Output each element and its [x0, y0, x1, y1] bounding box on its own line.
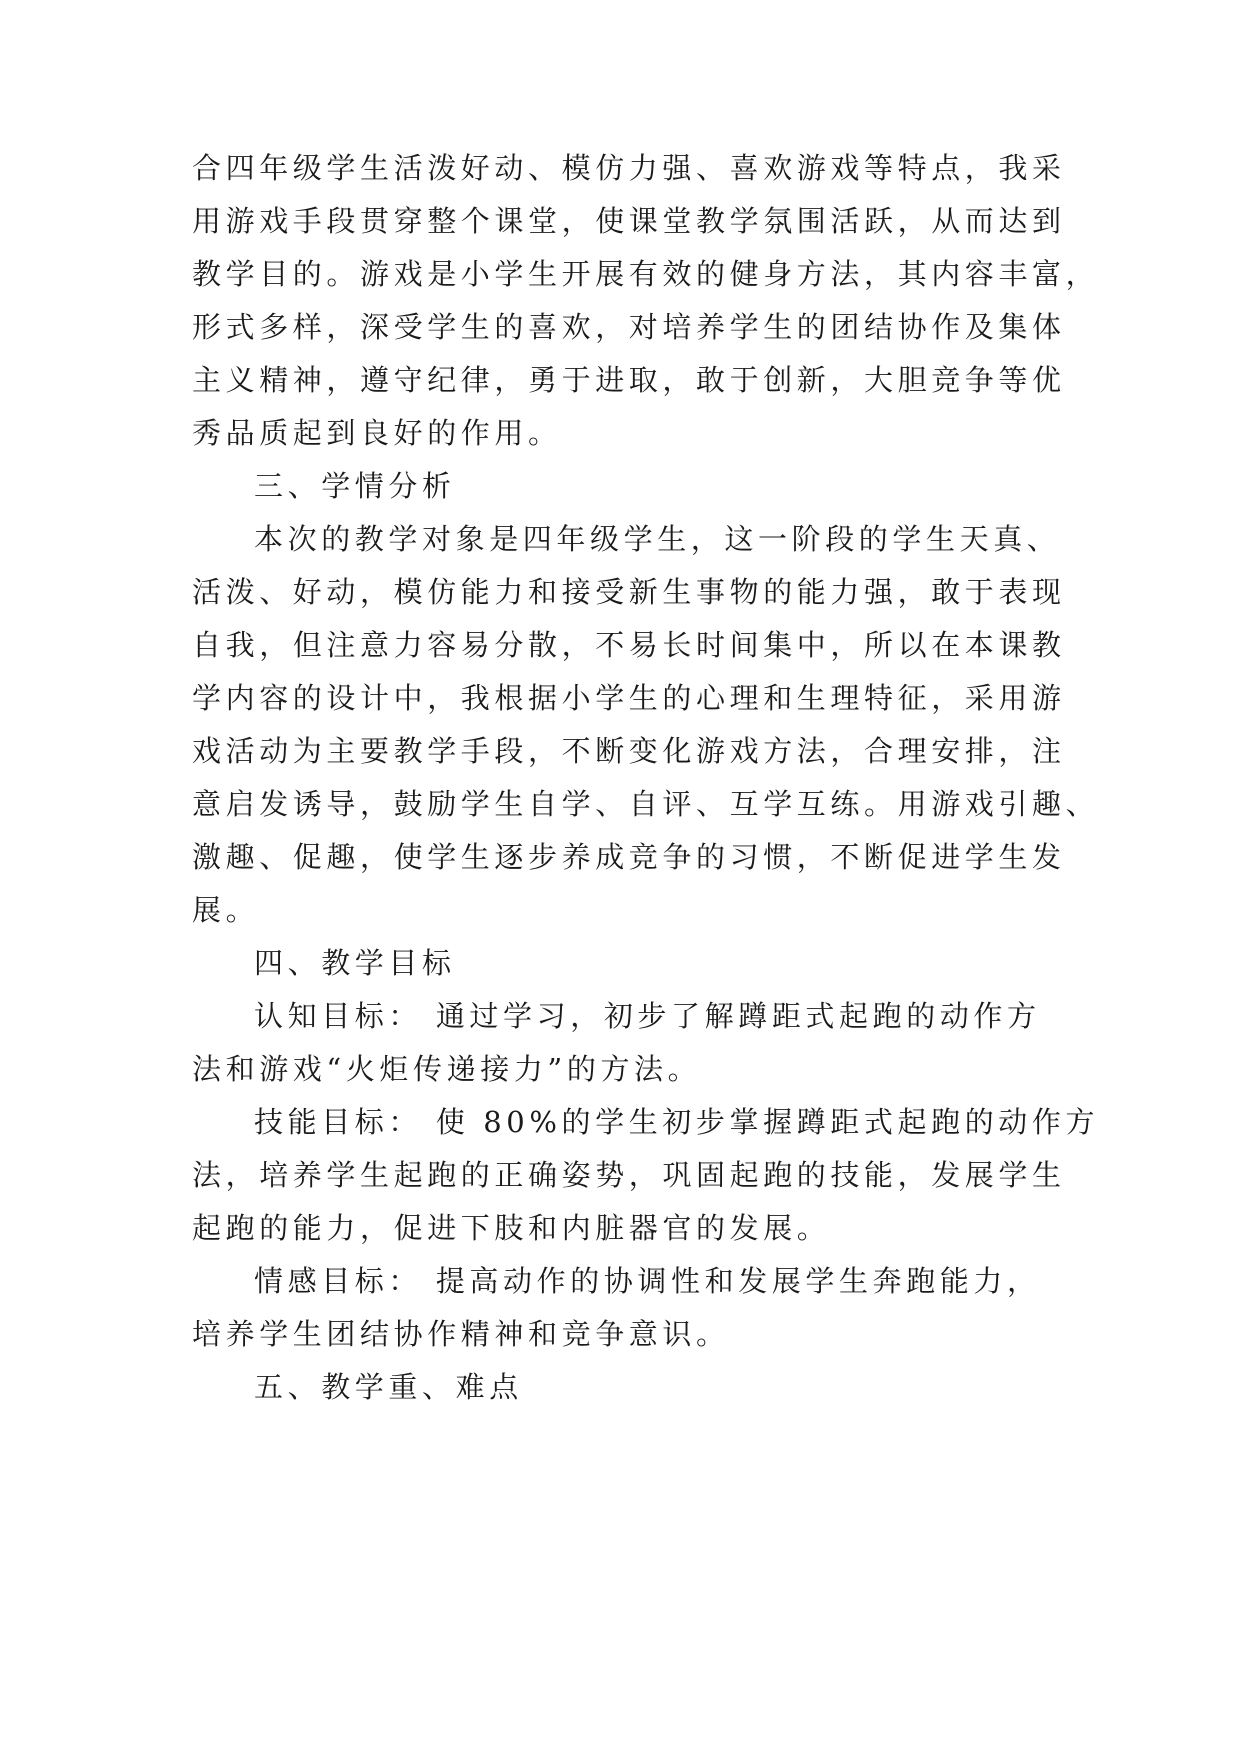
paragraph-line: 合四年级学生活泼好动、模仿力强、喜欢游戏等特点，我采 — [192, 151, 1066, 185]
section-heading: 三、学情分析 — [254, 469, 456, 503]
paragraph-line: 主义精神，遵守纪律，勇于进取，敢于创新，大胆竞争等优 — [192, 363, 1066, 397]
paragraph-line: 戏活动为主要教学手段，不断变化游戏方法，合理安排，注 — [192, 734, 1066, 768]
paragraph-line: 形式多样，深受学生的喜欢，对培养学生的团结协作及集体 — [192, 310, 1066, 344]
section-heading: 四、教学目标 — [254, 946, 456, 980]
paragraph-line: 展。 — [192, 893, 260, 927]
section-heading: 五、教学重、难点 — [254, 1370, 523, 1404]
paragraph-line: 活泼、好动，模仿能力和接受新生事物的能力强，敢于表现 — [192, 575, 1066, 609]
paragraph-line: 法，培养学生起跑的正确姿势，巩固起跑的技能，发展学生 — [192, 1158, 1066, 1192]
paragraph-line: 培养学生团结协作精神和竞争意识。 — [192, 1317, 730, 1351]
paragraph-line: 教学目的。游戏是小学生开展有效的健身方法，其内容丰富， — [192, 257, 1100, 291]
paragraph-line: 自我，但注意力容易分散，不易长时间集中，所以在本课教 — [192, 628, 1066, 662]
paragraph-line: 意启发诱导，鼓励学生自学、自评、互学互练。用游戏引趣、 — [192, 787, 1100, 821]
paragraph-line: 本次的教学对象是四年级学生，这一阶段的学生天真、 — [254, 522, 1061, 556]
paragraph-line: 秀品质起到良好的作用。 — [192, 416, 562, 450]
paragraph-line: 法和游戏“火炬传递接力”的方法。 — [192, 1052, 702, 1086]
paragraph-line: 技能目标： 使 80%的学生初步掌握蹲距式起跑的动作方 — [254, 1105, 1100, 1139]
paragraph-line: 激趣、促趣，使学生逐步养成竞争的习惯，不断促进学生发 — [192, 840, 1066, 874]
paragraph-line: 起跑的能力，促进下肢和内脏器官的发展。 — [192, 1211, 831, 1245]
paragraph-line: 情感目标： 提高动作的协调性和发展学生奔跑能力， — [254, 1264, 1041, 1298]
paragraph-line: 学内容的设计中，我根据小学生的心理和生理特征，采用游 — [192, 681, 1066, 715]
paragraph-line: 认知目标： 通过学习，初步了解蹲距式起跑的动作方 — [254, 999, 1041, 1033]
paragraph-line: 用游戏手段贯穿整个课堂，使课堂教学氛围活跃，从而达到 — [192, 204, 1066, 238]
